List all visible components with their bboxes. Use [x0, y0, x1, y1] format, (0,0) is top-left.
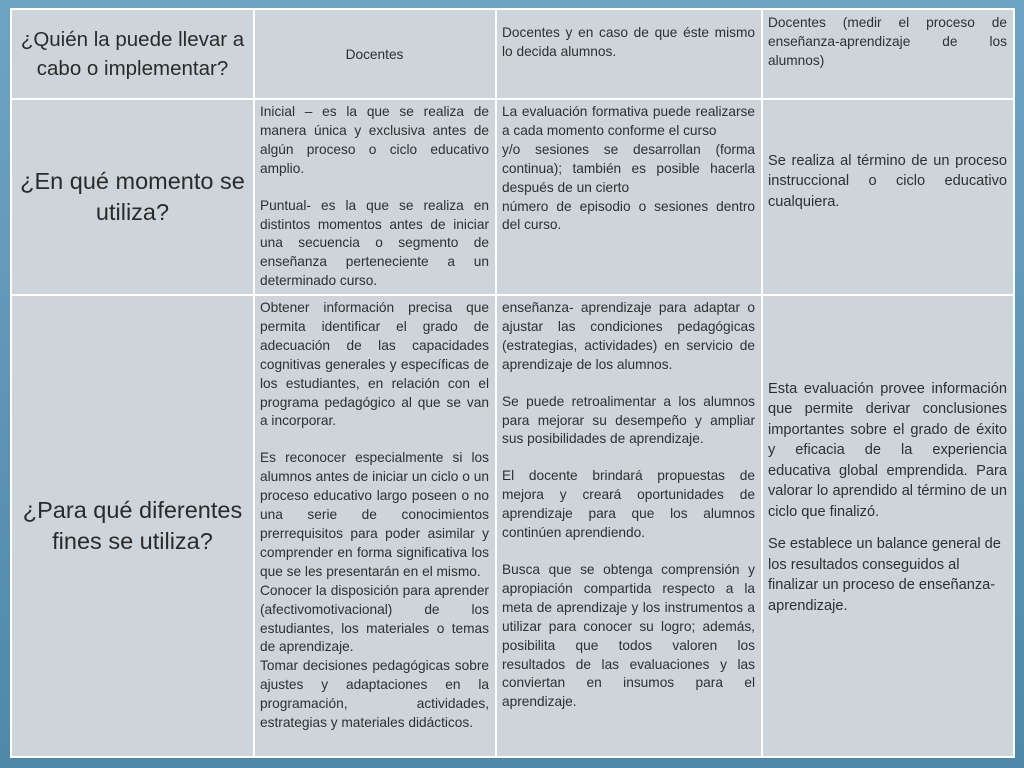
cell-who-diagnostica: Docentes — [255, 10, 495, 98]
cell-text: Docentes y en caso de que éste mismo lo decida alumnos. — [502, 25, 755, 59]
table-row — [12, 10, 1013, 98]
cell-paragraph: La evaluación formativa puede realizarse a cada momento conforme el curso — [502, 104, 755, 138]
row-header-purpose: ¿Para qué diferentes fines se utiliza? — [12, 296, 253, 756]
table-row — [12, 296, 1013, 756]
comparison-table — [10, 8, 1015, 758]
cell-purpose-sumativa — [763, 296, 1013, 756]
table-row — [12, 100, 1013, 294]
row-header-when: ¿En qué momento se utiliza? — [12, 100, 253, 294]
cell-paragraph: Se realiza al término de un proceso instruccional o ciclo educativo cualquiera. — [768, 152, 1007, 210]
cell-paragraph: Esta evaluación provee información que permite derivar conclusiones importantes sobre el grado de éxito y eficacia de la experiencia educativa global emprendida. Para valorar lo aprendido al término de un ciclo que finalizó. — [768, 380, 1007, 520]
cell-when-diagnostica — [255, 100, 495, 294]
slide — [10, 8, 1013, 758]
cell-paragraph: Puntual- es la que se realiza en distintos momentos antes de iniciar una secuencia o segmento de enseñanza perteneciente a un determinado curso. — [260, 197, 489, 289]
cell-paragraph: Busca que se obtenga comprensión y apropiación compartida respecto a la meta de aprendizaje y los instrumentos a utilizar para conocer su logro; además, posibilita que todos valoren los resultados de las evaluaciones y las conviertan en insumos para el aprendizaje. — [502, 561, 755, 710]
cell-paragraph: y/o sesiones se desarrollan (forma continua); también es posible hacerla después de un cierto — [502, 141, 755, 195]
cell-text: Docentes (medir el proceso de enseñanza-aprendizaje de los alumnos) — [768, 15, 1007, 68]
cell-paragraph: Obtener información precisa que permita identificar el grado de adecuación de las capacidades cognitivas generales y específicas de los estudiantes, en relación con el programa pedagógico al que se van a incorporar. — [260, 300, 489, 429]
cell-paragraph: El docente brindará propuestas de mejora y creará oportunidades de aprendizaje para que los alumnos continúen aprendiendo. — [502, 468, 755, 541]
cell-paragraph: Conocer la disposición para aprender (afectivomotivacional) de los estudiantes, los materiales o temas de aprendizaje. — [260, 582, 489, 655]
cell-paragraph: Tomar decisiones pedagógicas sobre ajustes y adaptaciones en la programación, actividades, estrategias y materiales didácticos. — [260, 658, 489, 731]
cell-paragraph: Es reconocer especialmente si los alumnos antes de iniciar un ciclo o un proceso educativo largo poseen o no una serie de conocimientos prerrequisitos para poder asimilar y comprender en forma significativa los que se les presentarán en el mismo. — [260, 450, 489, 579]
cell-when-sumativa — [763, 100, 1013, 294]
cell-paragraph: enseñanza- aprendizaje para adaptar o ajustar las condiciones pedagógicas (estrategias, actividades) en servicio de aprendizaje de los alumnos. — [502, 300, 755, 372]
cell-purpose-formativa — [497, 296, 761, 756]
cell-paragraph: Se puede retroalimentar a los alumnos para mejorar su desempeño y ampliar sus posibilidades de aprendizaje. — [502, 393, 755, 447]
cell-purpose-diagnostica — [255, 296, 495, 756]
cell-paragraph: Se establece un balance general de los resultados conseguidos al finalizar un proceso de enseñanza-aprendizaje. — [768, 536, 1001, 614]
cell-who-sumativa — [763, 10, 1013, 98]
cell-paragraph: número de episodio o sesiones dentro del curso. — [502, 198, 755, 233]
row-header-who: ¿Quién la puede llevar a cabo o implementar? — [12, 10, 253, 98]
cell-paragraph: Inicial – es la que se realiza de manera única y exclusiva antes de algún proceso o ciclo educativo amplio. — [260, 104, 489, 176]
cell-when-formativa — [497, 100, 761, 294]
cell-who-formativa — [497, 10, 761, 98]
